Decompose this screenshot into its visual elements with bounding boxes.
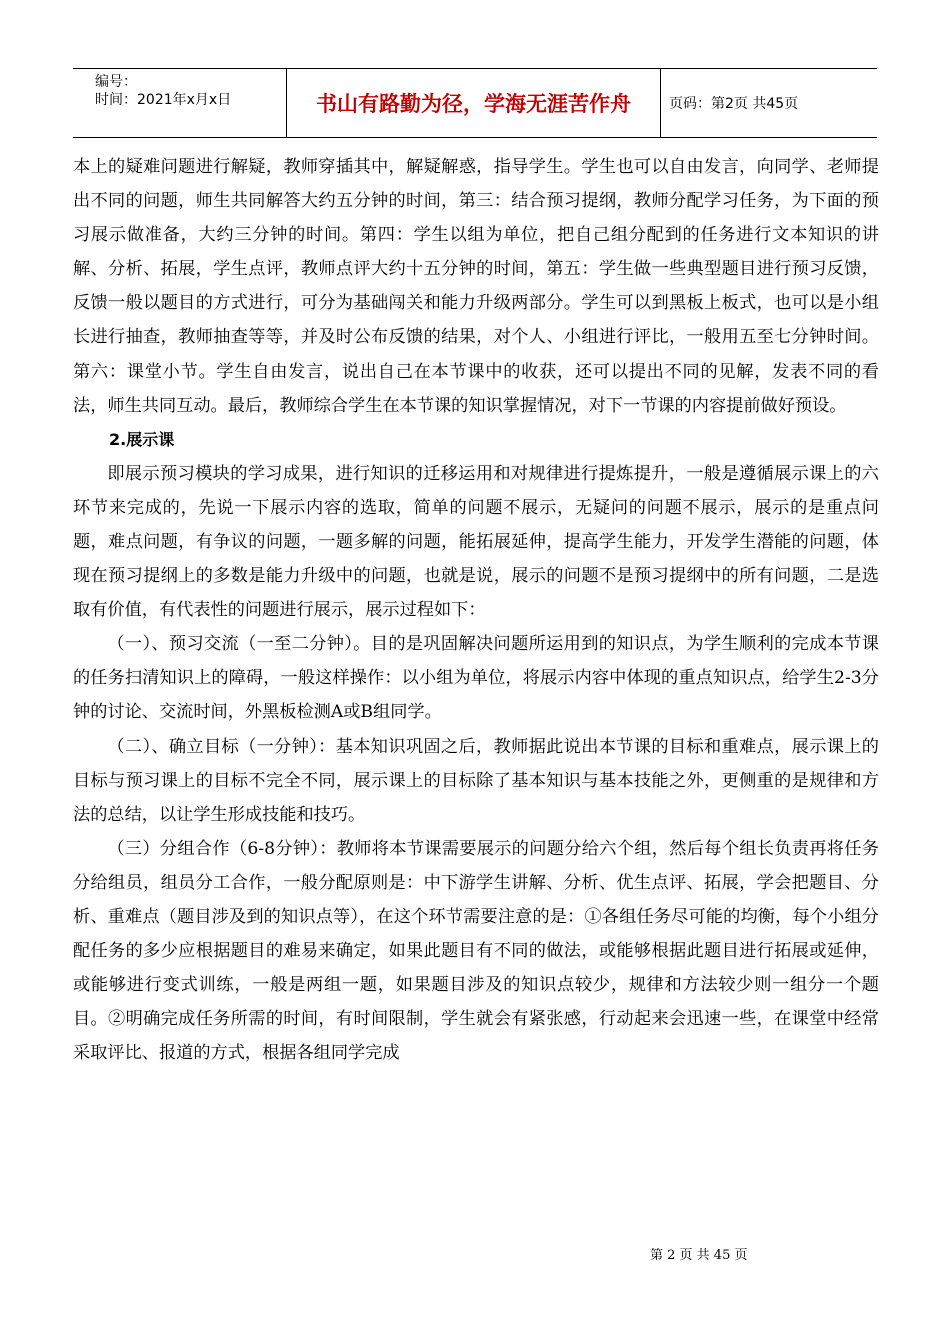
body-paragraph-4: （二）、确立目标（一分钟）：基本知识巩固之后，教师据此说出本节课的目标和重难点，展示课上的目标与预习课上的目标不完全不同，展示课上的目标除了基本知识与基本技能之外，更侧重的是规律和方法的总结，以让学生形成技能和技巧。 bbox=[73, 736, 879, 825]
body-paragraph-2: 即展示预习模块的学习成果，进行知识的迁移运用和对规律进行提炼提升，一般是遵循展示课上的六环节来完成的，先说一下展示内容的选取，简单的问题不展示，无疑问的问题不展示，展示的是重点问题，难点问题，有争议的问题，一题多解的问题，能拓展延伸，提高学生能力，开发学生潜能的问题，体现在预习提纲上的多数是能力升级中的问题，也就是说，展示的问题不是预习提纲中的所有问题，二是选取有价值，有代表性的问题进行展示，展示过程如下： bbox=[73, 463, 879, 621]
body-paragraph-1: 本上的疑难问题进行解疑，教师穿插其中，解疑解惑，指导学生。学生也可以自由发言，向同学、老师提出不同的问题，师生共同解答大约五分钟的时间，第三：结合预习提纲，教师分配学习任务，为下面的预习展示做准备，大约三分钟的时间。第四：学生以组为单位，把自己组分配到的任务进行文本知识的讲解、分析、拓展，学生点评，教师点评大约十五分钟的时间，第五：学生做一些典型题目进行预习反馈，反馈一般以题目的方式进行，可分为基础闯关和能力升级两部分。学生可以到黑板上板式，也可以是小组长进行抽查，教师抽查等等，并及时公布反馈的结果，对个人、小组进行评比，一般用五至七分钟时间。第六：课堂小节。学生自由发言，说出自己在本节课中的收获，还可以提出不同的见解，发表不同的看法，师生共同互动。最后，教师综合学生在本节课的知识掌握情况，对下一节课的内容提前做好预设。 bbox=[73, 157, 879, 416]
page-footer: 第 2 页 共 45 页 bbox=[650, 1248, 748, 1263]
header-motto: 书山有路勤为径，学海无涯苦作舟 bbox=[316, 92, 631, 116]
page-header bbox=[73, 68, 877, 138]
header-meta-cell bbox=[73, 69, 287, 137]
section-heading-display-class: 2.展示课 bbox=[109, 429, 175, 449]
header-page-number: 页码：第2页 共45页 bbox=[669, 96, 799, 112]
document-time-label: 时间：2021年x月x日 bbox=[95, 92, 232, 108]
body-paragraph-5: （三）分组合作（6-8分钟）：教师将本节课需要展示的问题分给六个组，然后每个组长负责再将任务分给组员，组员分工合作，一般分配原则是：中下游学生讲解、分析、优生点评、拓展，学会把题目、分析、重难点（题目涉及到的知识点等），在这个环节需要注意的是：①各组任务尽可能的均衡，每个小组分配任务的多少应根据题目的难易来确定，如果此题目有不同的做法，或能够根据此题目进行拓展或延伸，或能够进行变式训练，一般是两组一题，如果题目涉及的知识点较少，规律和方法较少则一组分一个题目。②明确完成任务所需的时间，有时间限制，学生就会有紧张感，行动起来会迅速一些，在课堂中经常采取评比、报道的方式，根据各组同学完成 bbox=[73, 838, 879, 1064]
document-body bbox=[73, 150, 879, 1070]
document-number-label: 编号： bbox=[95, 74, 137, 90]
header-motto-cell bbox=[287, 69, 661, 137]
header-page-cell bbox=[661, 69, 877, 137]
body-paragraph-3: （一）、预习交流（一至二分钟）。目的是巩固解决问题所运用到的知识点，为学生顺利的完成本节课的任务扫清知识上的障碍，一般这样操作：以小组为单位，将展示内容中体现的重点知识点，给学生2-3分钟的讨论、交流时间，外黑板检测A或B组同学。 bbox=[73, 634, 879, 723]
